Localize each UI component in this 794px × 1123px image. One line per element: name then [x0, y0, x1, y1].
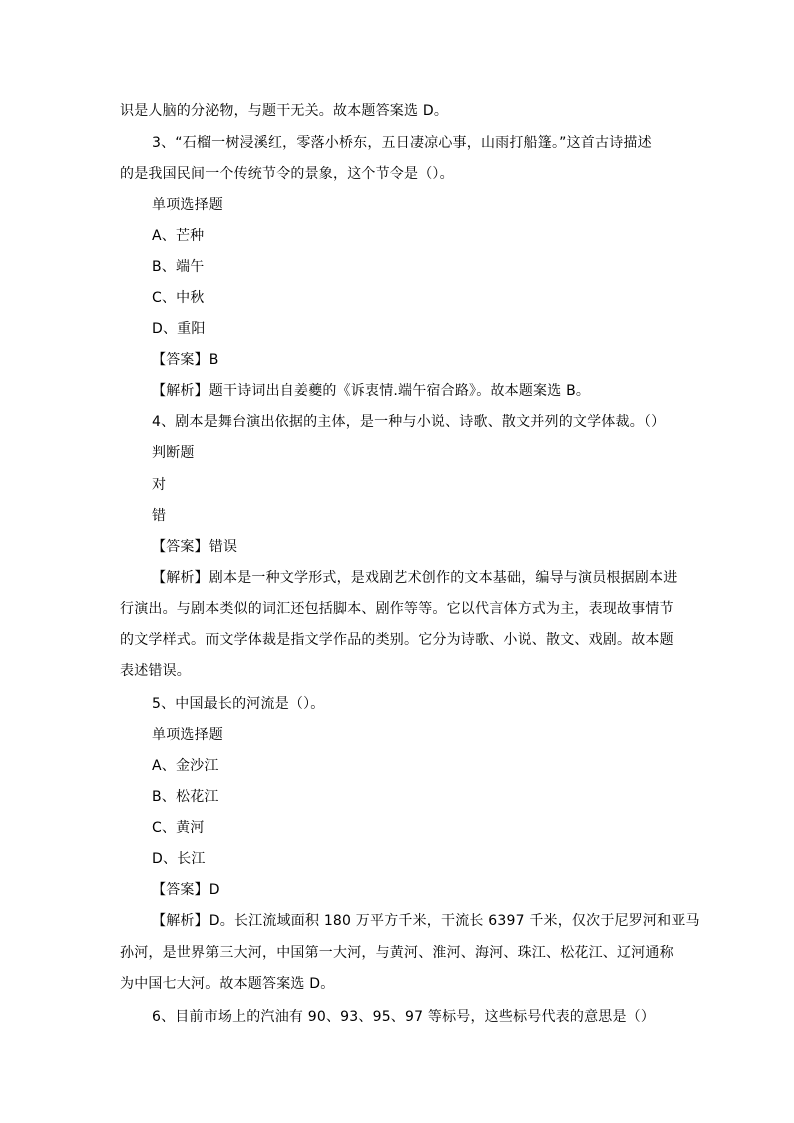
- analysis-cont: 表述错误。: [120, 663, 191, 679]
- answer: 【答案】错误: [152, 539, 238, 555]
- option-a: A、芒种: [152, 228, 205, 244]
- question-type: 判断题: [152, 445, 195, 461]
- option-c: C、中秋: [152, 290, 205, 306]
- question-5-stem: 5、中国最长的河流是（）。: [152, 696, 325, 712]
- question-4-stem: 4、剧本是舞台演出依据的主体，是一种与小说、诗歌、散文并列的文学体裁。（）: [152, 414, 666, 430]
- analysis: 【解析】题干诗词出自姜夔的《诉衷情.端午宿合路》。故本题案选 B。: [152, 383, 591, 399]
- answer: 【答案】D: [152, 882, 220, 898]
- question-6-stem: 6、目前市场上的汽油有 90、93、95、97 等标号，这些标号代表的意思是（）: [152, 1009, 656, 1025]
- analysis: 【解析】剧本是一种文学形式，是戏剧艺术创作的文本基础，编导与演员根据剧本进: [152, 570, 678, 586]
- question-type: 单项选择题: [152, 727, 223, 743]
- analysis-cont: 为中国七大河。故本题答案选 D。: [120, 976, 335, 992]
- option-false: 错: [152, 508, 167, 524]
- analysis: 【解析】D。长江流域面积 180 万平方千米，干流长 6397 千米，仅次于尼罗河和亚马: [152, 913, 700, 929]
- answer: 【答案】B: [152, 352, 219, 368]
- analysis-cont: 行演出。与剧本类似的词汇还包括脚本、剧作等等。它以代言体方式为主，表现故事情节: [120, 601, 674, 617]
- analysis-cont: 的文学样式。而文学体裁是指文学作品的类别。它分为诗歌、小说、散文、戏剧。故本题: [120, 632, 674, 648]
- analysis-cont: 孙河，是世界第三大河，中国第一大河，与黄河、淮河、海河、珠江、松花江、辽河通称: [120, 945, 674, 961]
- question-3-stem-cont: 的是我国民间一个传统节令的景象，这个节令是（）。: [120, 166, 454, 182]
- option-a: A、金沙江: [152, 758, 219, 774]
- option-c: C、黄河: [152, 820, 205, 836]
- option-true: 对: [152, 477, 167, 493]
- text-line: 识是人脑的分泌物，与题干无关。故本题答案选 D。: [120, 103, 449, 119]
- question-3-stem: 3、“石榴一树浸溪红，零落小桥东，五日凄凉心事，山雨打船篷。”这首古诗描述: [152, 135, 652, 151]
- option-d: D、长江: [152, 851, 206, 867]
- option-d: D、重阳: [152, 321, 206, 337]
- option-b: B、端午: [152, 259, 205, 275]
- option-b: B、松花江: [152, 789, 219, 805]
- question-type: 单项选择题: [152, 197, 223, 213]
